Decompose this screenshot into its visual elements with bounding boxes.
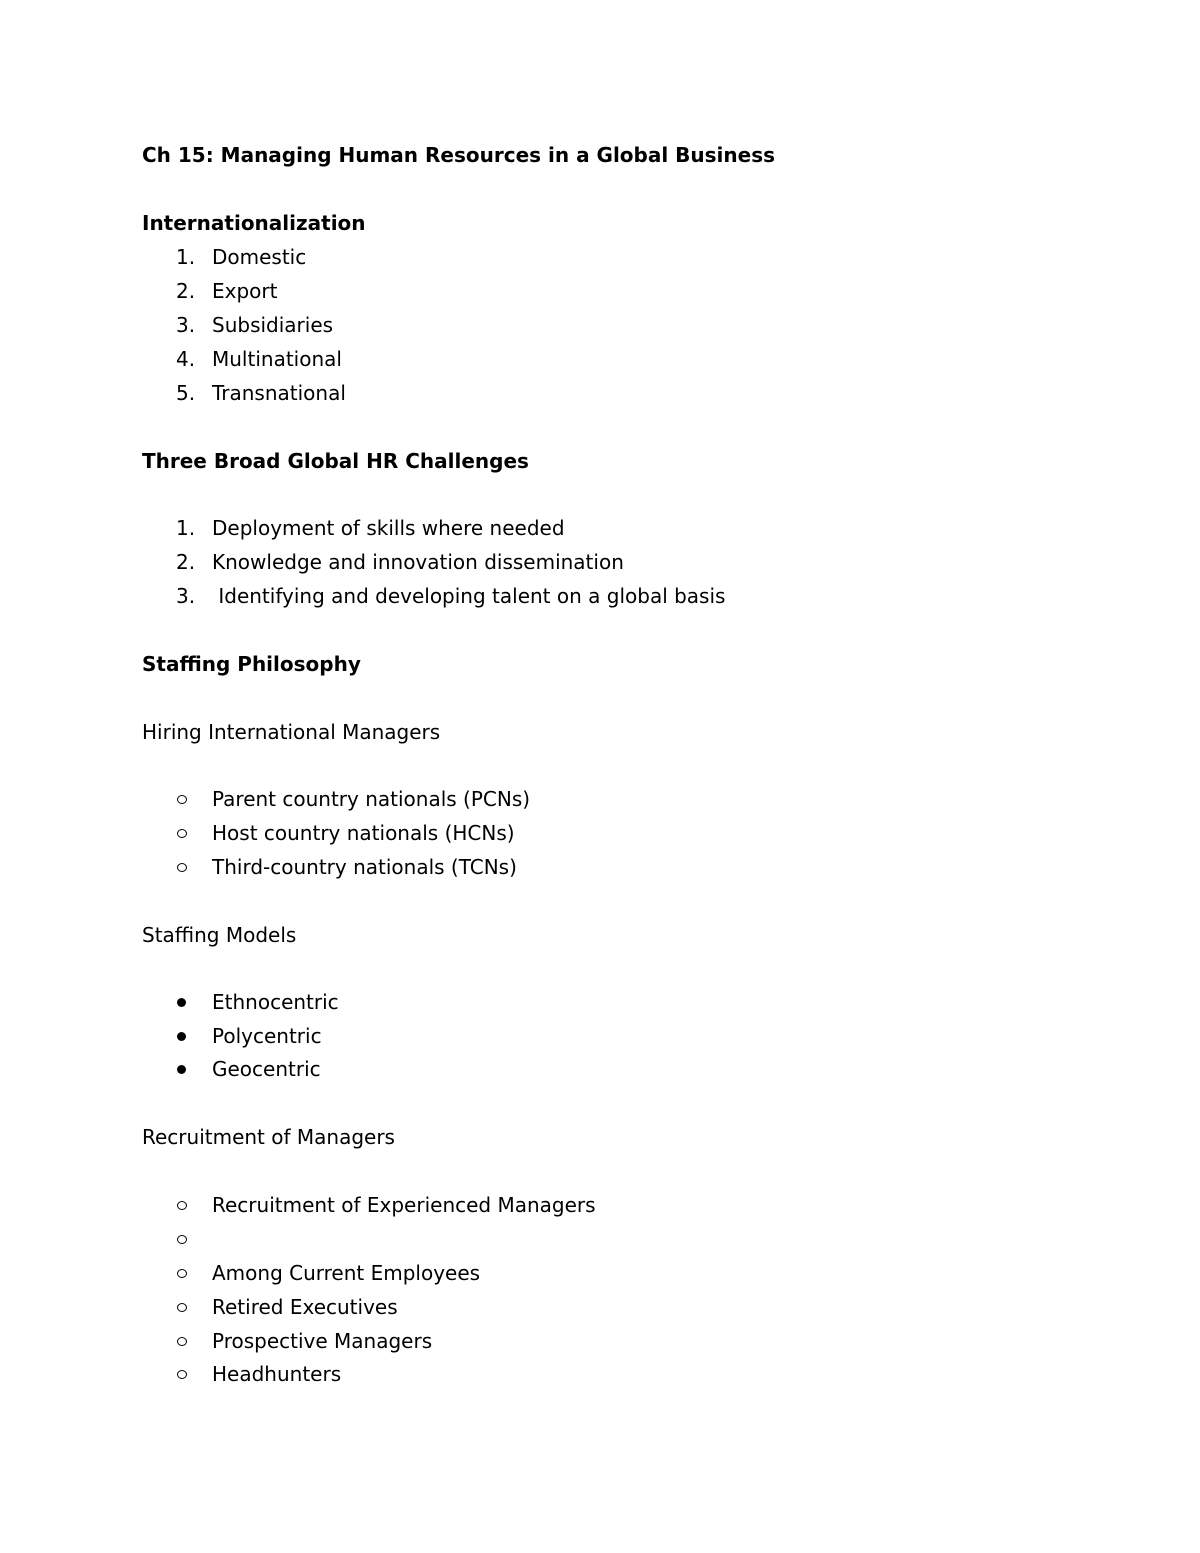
- hollow-bullet-icon: [177, 1337, 187, 1346]
- list-number: 4.: [176, 347, 196, 371]
- hollow-bullet-icon: [177, 1201, 187, 1210]
- hollow-bullet-icon: [177, 1269, 187, 1278]
- list-number: 3.: [176, 584, 196, 608]
- list-number: 1.: [176, 245, 196, 269]
- list-item-text: Third-country nationals (TCNs): [212, 855, 517, 879]
- list-item-text: Among Current Employees: [212, 1261, 481, 1285]
- list-item-text: Subsidiaries: [212, 313, 334, 337]
- list-number: 1.: [176, 516, 196, 540]
- recruitment-subheading: Recruitment of Managers: [142, 1125, 395, 1149]
- filled-bullet-icon: [177, 998, 186, 1007]
- hiring-subheading: Hiring International Managers: [142, 720, 441, 744]
- list-item-text: Prospective Managers: [212, 1329, 433, 1353]
- challenges-heading: Three Broad Global HR Challenges: [142, 449, 529, 473]
- list-item-text: Geocentric: [212, 1057, 321, 1081]
- hollow-bullet-icon: [177, 863, 187, 872]
- list-item-text: Knowledge and innovation dissemination: [212, 550, 624, 574]
- list-number: 3.: [176, 313, 196, 337]
- list-item-text: Multinational: [212, 347, 342, 371]
- hollow-bullet-icon: [177, 1370, 187, 1379]
- list-item-text: Headhunters: [212, 1362, 342, 1386]
- list-number: 2.: [176, 279, 196, 303]
- staffing-heading: Staffing Philosophy: [142, 652, 361, 676]
- models-subheading: Staffing Models: [142, 923, 297, 947]
- list-item-text: Polycentric: [212, 1024, 322, 1048]
- list-item-text: Host country nationals (HCNs): [212, 821, 515, 845]
- list-item-text: Recruitment of Experienced Managers: [212, 1193, 596, 1217]
- filled-bullet-icon: [177, 1032, 186, 1041]
- list-item-text: Export: [212, 279, 278, 303]
- list-item-text: Identifying and developing talent on a global basis: [212, 584, 726, 608]
- list-item-text: Deployment of skills where needed: [212, 516, 565, 540]
- internationalization-heading: Internationalization: [142, 211, 366, 235]
- hollow-bullet-icon: [177, 1303, 187, 1312]
- hollow-bullet-icon: [177, 829, 187, 838]
- list-number: 5.: [176, 381, 196, 405]
- list-number: 2.: [176, 550, 196, 574]
- hollow-bullet-icon: [177, 1235, 187, 1244]
- list-item-text: Domestic: [212, 245, 307, 269]
- list-item-text: Transnational: [212, 381, 346, 405]
- list-item-text: Parent country nationals (PCNs): [212, 787, 531, 811]
- list-item-text: Ethnocentric: [212, 990, 339, 1014]
- list-item-text: Retired Executives: [212, 1295, 398, 1319]
- hollow-bullet-icon: [177, 795, 187, 804]
- document-title: Ch 15: Managing Human Resources in a Global Business: [142, 143, 776, 167]
- filled-bullet-icon: [177, 1065, 186, 1074]
